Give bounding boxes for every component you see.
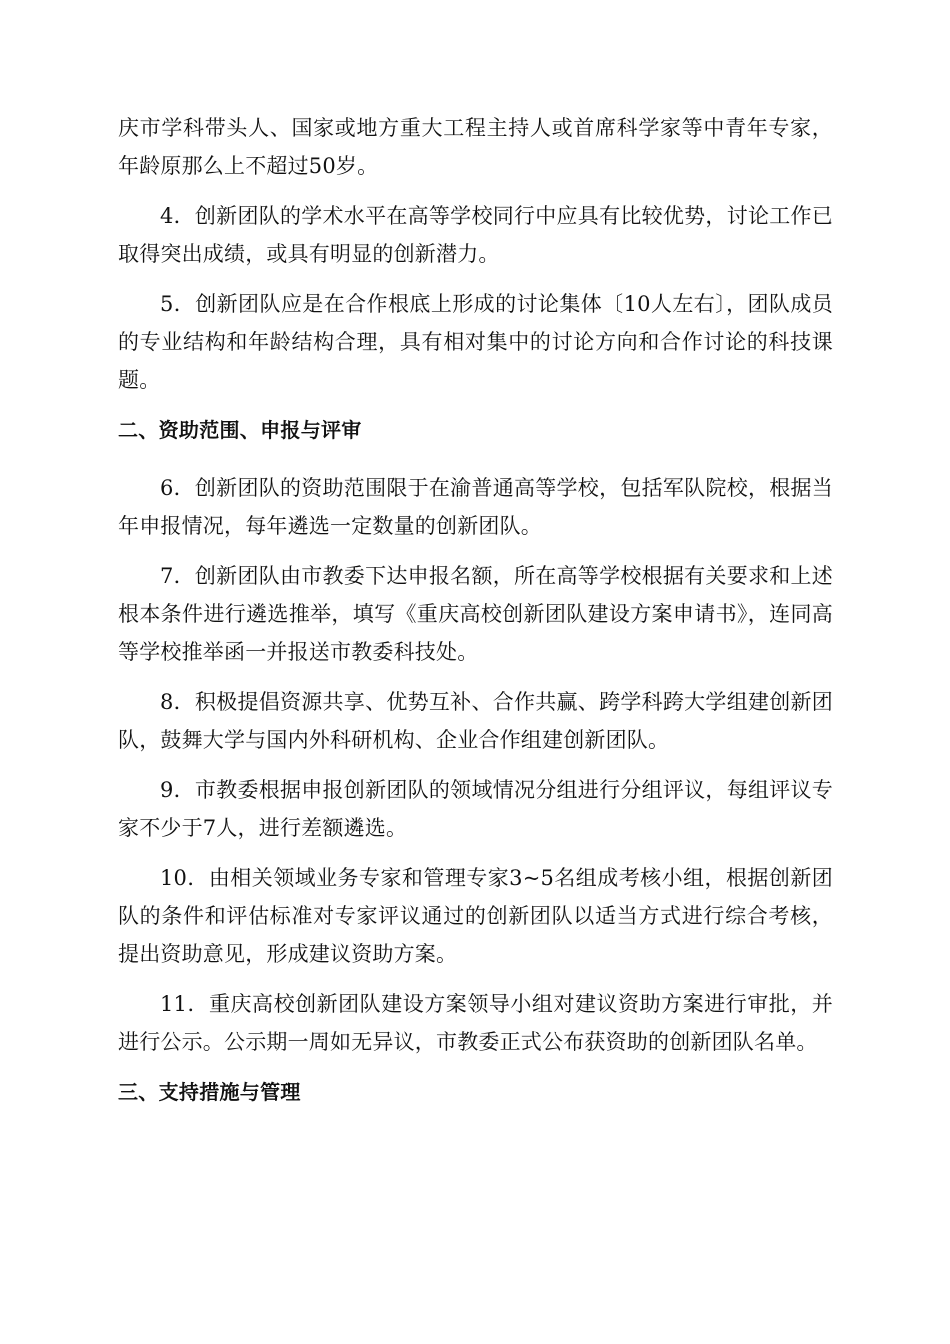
- paragraph-item-7: 7．创新团队由市教委下达申报名额，所在高等学校根据有关要求和上述根本条件进行遴选推举，填写《重庆高校创新团队建设方案申请书》，连同高等学校推举函一并报送市教委科技处。: [118, 564, 833, 664]
- section-heading-2: 二、资助范围、申报与评审: [118, 418, 362, 442]
- paragraph-expert-age: 庆市学科带头人、国家或地方重大工程主持人或首席科学家等中青年专家，年龄原那么上不超过50岁。: [118, 116, 833, 178]
- paragraph-item-6: 6．创新团队的资助范围限于在渝普通高等学校，包括军队院校，根据当年申报情况，每年遴选一定数量的创新团队。: [118, 476, 833, 538]
- paragraph-item-9: 9．市教委根据申报创新团队的领域情况分组进行分组评议，每组评议专家不少于7人，进行差额遴选。: [118, 778, 833, 840]
- paragraph-item-8: 8．积极提倡资源共享、优势互补、合作共赢、跨学科跨大学组建创新团队，鼓舞大学与国内外科研机构、企业合作组建创新团队。: [118, 690, 833, 752]
- paragraph-item-4: 4．创新团队的学术水平在高等学校同行中应具有比较优势，讨论工作已取得突出成绩，或具有明显的创新潜力。: [118, 204, 833, 266]
- paragraph-item-10: 10．由相关领域业务专家和管理专家3~5名组成考核小组，根据创新团队的条件和评估标准对专家评议通过的创新团队以适当方式进行综合考核，提出资助意见，形成建议资助方案。: [118, 866, 833, 966]
- section-heading-3: 三、支持措施与管理: [118, 1080, 301, 1104]
- paragraph-item-5: 5．创新团队应是在合作根底上形成的讨论集体〔10人左右〕，团队成员的专业结构和年龄结构合理，具有相对集中的讨论方向和合作讨论的科技课题。: [118, 292, 833, 392]
- paragraph-item-11: 11．重庆高校创新团队建设方案领导小组对建议资助方案进行审批，并进行公示。公示期一周如无异议，市教委正式公布获资助的创新团队名单。: [118, 992, 833, 1054]
- document-page: [118, 109, 833, 1131]
